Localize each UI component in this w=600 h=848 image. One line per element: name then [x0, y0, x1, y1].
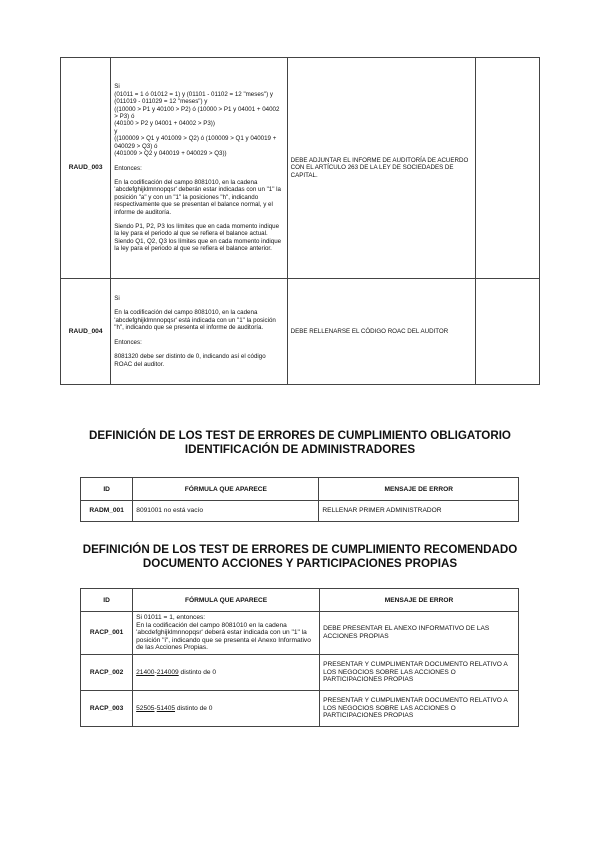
table-row	[81, 690, 519, 726]
section-title-line: IDENTIFICACIÓN DE ADMINISTRADORES	[184, 442, 416, 456]
row-formula: Si 01011 = 1, entonces: En la codificación del campo 8081010 en la cadena 'abcdefghijklmnnopqsr' deberá estar indicada con un "1" la posición "i", indicando que se presenta el Anexo Informativo de las Acciones Propias.	[133, 612, 320, 655]
table-header-row	[81, 589, 519, 612]
header-formula: FÓRMULA QUE APARECE	[133, 478, 319, 501]
row-id: RACP_002	[81, 654, 133, 690]
section-title-acciones-propias	[0, 543, 600, 570]
row-id: RAUD_003	[61, 58, 111, 279]
formula-paragraph: 8081320 debe ser distinto de 0, indicando así el código ROAC del auditor.	[114, 353, 266, 368]
table-row	[61, 58, 540, 279]
formula-tail: distinto de 0	[178, 668, 217, 676]
header-id: ID	[81, 589, 133, 612]
row-id: RADM_001	[81, 501, 133, 522]
header-id: ID	[81, 478, 133, 501]
formula-paragraph: Entonces:	[114, 338, 142, 346]
formula-paragraph: Si	[114, 295, 120, 303]
formula-paragraph: Siendo P1, P2, P3 los límites que en cada momento indique la ley para el periodo al que se refiera el balance actual. Siendo Q1, Q2, Q3 los límites que en cada momento indique la ley para el periodo al que se refiera el balance anterior.	[114, 222, 282, 253]
row-formula	[111, 58, 287, 279]
administradores-table	[80, 477, 519, 522]
acciones-propias-table	[80, 588, 519, 727]
table-row	[81, 501, 519, 522]
field-link[interactable]: 214009	[156, 668, 179, 676]
formula-paragraph: Entonces:	[114, 164, 142, 172]
field-link[interactable]: 52505	[136, 704, 155, 712]
table-row	[61, 279, 540, 385]
row-id: RACP_001	[81, 612, 133, 655]
row-message: DEBE PRESENTAR EL ANEXO INFORMATIVO DE LAS ACCIONES PROPIAS	[320, 612, 519, 655]
table-row	[81, 612, 519, 655]
row-message: PRESENTAR Y CUMPLIMENTAR DOCUMENTO RELATIVO A LOS NEGOCIOS SOBRE LAS ACCIONES O PARTICIPACIONES PROPIAS	[320, 690, 519, 726]
section-title-line: DEFINICIÓN DE LOS TEST DE ERRORES DE CUMPLIMIENTO RECOMENDADO	[82, 543, 518, 556]
row-id: RAUD_004	[61, 279, 111, 385]
formula-paragraph: En la codificación del campo 8081010, en la cadena 'abcdefghijklmnnopqsr' está indicada con un "1" la posición "h", indicando que se presenta el informe de auditoría.	[114, 309, 276, 332]
row-message: RELLENAR PRIMER ADMINISTRADOR	[319, 501, 519, 522]
section-title-line: DEFINICIÓN DE LOS TEST DE ERRORES DE CUMPLIMIENTO OBLIGATORIO	[89, 429, 511, 442]
header-formula: FÓRMULA QUE APARECE	[133, 589, 320, 612]
row-formula	[133, 690, 320, 726]
formula-separator: -	[154, 704, 157, 712]
formula-paragraph: Si (01011 = 1 ó 01012 = 1) y (01101 - 01102 = 12 "meses") y (011019 - 011029 = 12 "meses") y ((10000 > P1 y 40100 > P2) ó (10000 > P1 y 04001 + 04002 > P3) ó (40100 > P2 y 04001 + 04002 > P3)) y ((100009 > Q1 y 401009 > Q2) ó (100009 > Q1 y 040019 + 040029 > Q3) ó (401009 > Q2 y 040019 + 040029 > Q3))	[114, 83, 280, 158]
audit-tests-table	[60, 57, 540, 385]
row-formula	[133, 654, 320, 690]
empty-cell	[476, 58, 540, 279]
section-title-administradores	[0, 429, 600, 456]
section-title-line: DOCUMENTO ACCIONES Y PARTICIPACIONES PROPIAS	[142, 556, 458, 570]
field-link[interactable]: 51405	[156, 704, 176, 712]
field-link[interactable]: 21400	[136, 668, 155, 676]
row-formula	[111, 279, 287, 385]
header-message: MENSAJE DE ERROR	[320, 589, 519, 612]
table-header-row	[81, 478, 519, 501]
table-row	[81, 654, 519, 690]
formula-paragraph: En la codificación del campo 8081010, en la cadena 'abcdefghijklmnnopqsr' deberán estar indicadas con un "1" la posición "a" y con un "1" la posiciones "h", indicando respectivamente que se presentan el balance normal, y el informe de auditoría.	[114, 178, 281, 216]
row-formula: 8091001 no está vacío	[133, 501, 319, 522]
row-message: DEBE RELLENARSE EL CÓDIGO ROAC DEL AUDITOR	[287, 279, 476, 385]
header-message: MENSAJE DE ERROR	[319, 478, 519, 501]
formula-tail: distinto de 0	[175, 704, 213, 712]
formula-separator: -	[154, 668, 157, 676]
row-id: RACP_003	[81, 690, 133, 726]
row-message: PRESENTAR Y CUMPLIMENTAR DOCUMENTO RELATIVO A LOS NEGOCIOS SOBRE LAS ACCIONES O PARTICIPACIONES PROPIAS	[320, 654, 519, 690]
row-message: DEBE ADJUNTAR EL INFORME DE AUDITORÍA DE ACUERDO CON EL ARTÍCULO 263 DE LA LEY DE SOCIEDADES DE CAPITAL.	[287, 58, 476, 279]
empty-cell	[476, 279, 540, 385]
